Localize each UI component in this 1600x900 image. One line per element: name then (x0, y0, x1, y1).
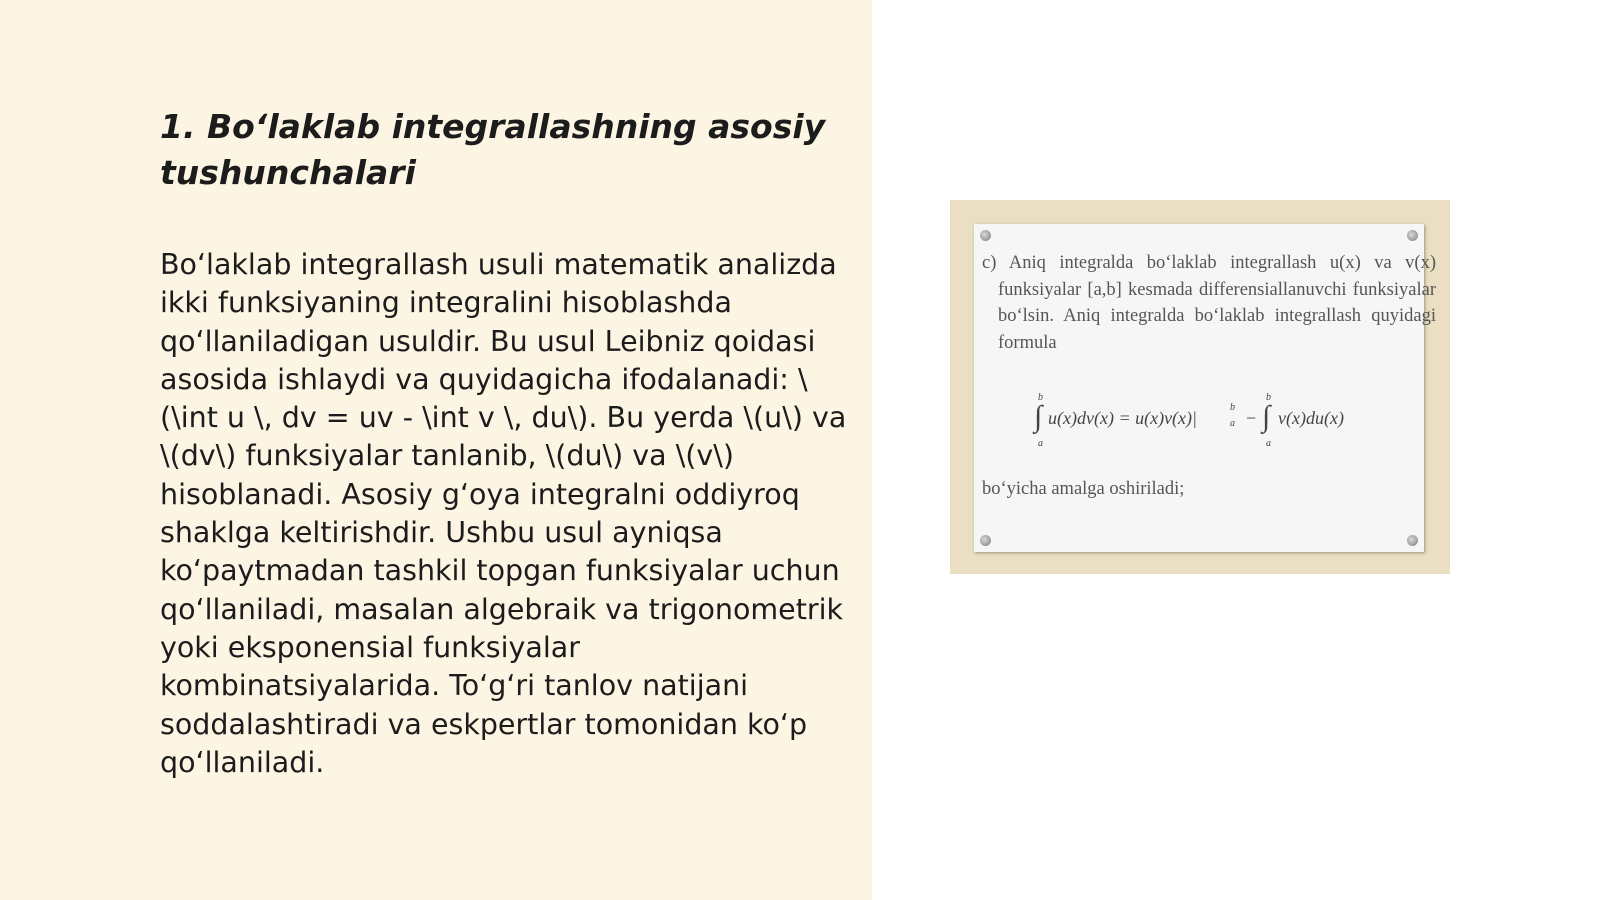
upper-limit-2: b (1266, 392, 1271, 403)
integration-by-parts-formula (1034, 392, 1374, 448)
formula-left-side: u(x)dv(x) = u(x)v(x)| (1048, 408, 1197, 428)
formula-right-side: v(x)du(x) (1278, 408, 1344, 428)
lower-limit-2: a (1266, 438, 1271, 449)
pin-icon (1407, 535, 1418, 546)
integral-sign-icon: ∫ (1034, 400, 1043, 433)
slide-title: 1. Bo‘laklab integrallashning asosiy tushunchalari (160, 107, 826, 192)
bound-lower: a (1230, 418, 1235, 429)
bound-upper: b (1230, 402, 1235, 413)
pin-icon (980, 230, 991, 241)
lower-limit: a (1038, 438, 1043, 449)
integral-sign-icon: ∫ (1262, 400, 1271, 433)
figure-footer: bo‘yicha amalga oshiriladi; (982, 479, 1185, 499)
pin-icon (1407, 230, 1418, 241)
figure-paragraph: c) Aniq integralda bo‘laklab integrallash u(x) va v(x) funksiyalar [a,b] kesmada differensiallanuvchi funksiyalar bo‘lsin. Aniq integralda bo‘laklab integrallash quyidagi formula (982, 253, 1436, 353)
upper-limit: b (1038, 392, 1043, 403)
formula-image-card (974, 224, 1436, 552)
slide-body-text: Bo‘laklab integrallash usuli matematik analizda ikki funksiyaning integralini hisoblashda qo‘llaniladigan usuldir. Bu usul Leibniz qoidasi asosida ishlaydi va quyidagicha ifodalanadi: \(\int u \, dv = uv - \int v \, du\). Bu yerda \(u\) va \(dv\) funksiyalar tanlanib, \(du\) va \(v\) hisoblanadi. Asosiy g‘oya integralni oddiyroq shaklga keltirishdir. Ushbu usul ayniqsa ko‘paytmadan tashkil topgan funksiyalar uchun qo‘llaniladi, masalan algebraik va trigonometrik yoki eksponensial funksiyalar kombinatsiyalarida. To‘g‘ri tanlov natijani soddalashtiradi va eskpertlar tomonidan ko‘p qo‘llaniladi. (160, 248, 847, 779)
figure-frame (950, 200, 1450, 574)
pin-icon (980, 535, 991, 546)
minus-sign: − (1246, 408, 1257, 428)
